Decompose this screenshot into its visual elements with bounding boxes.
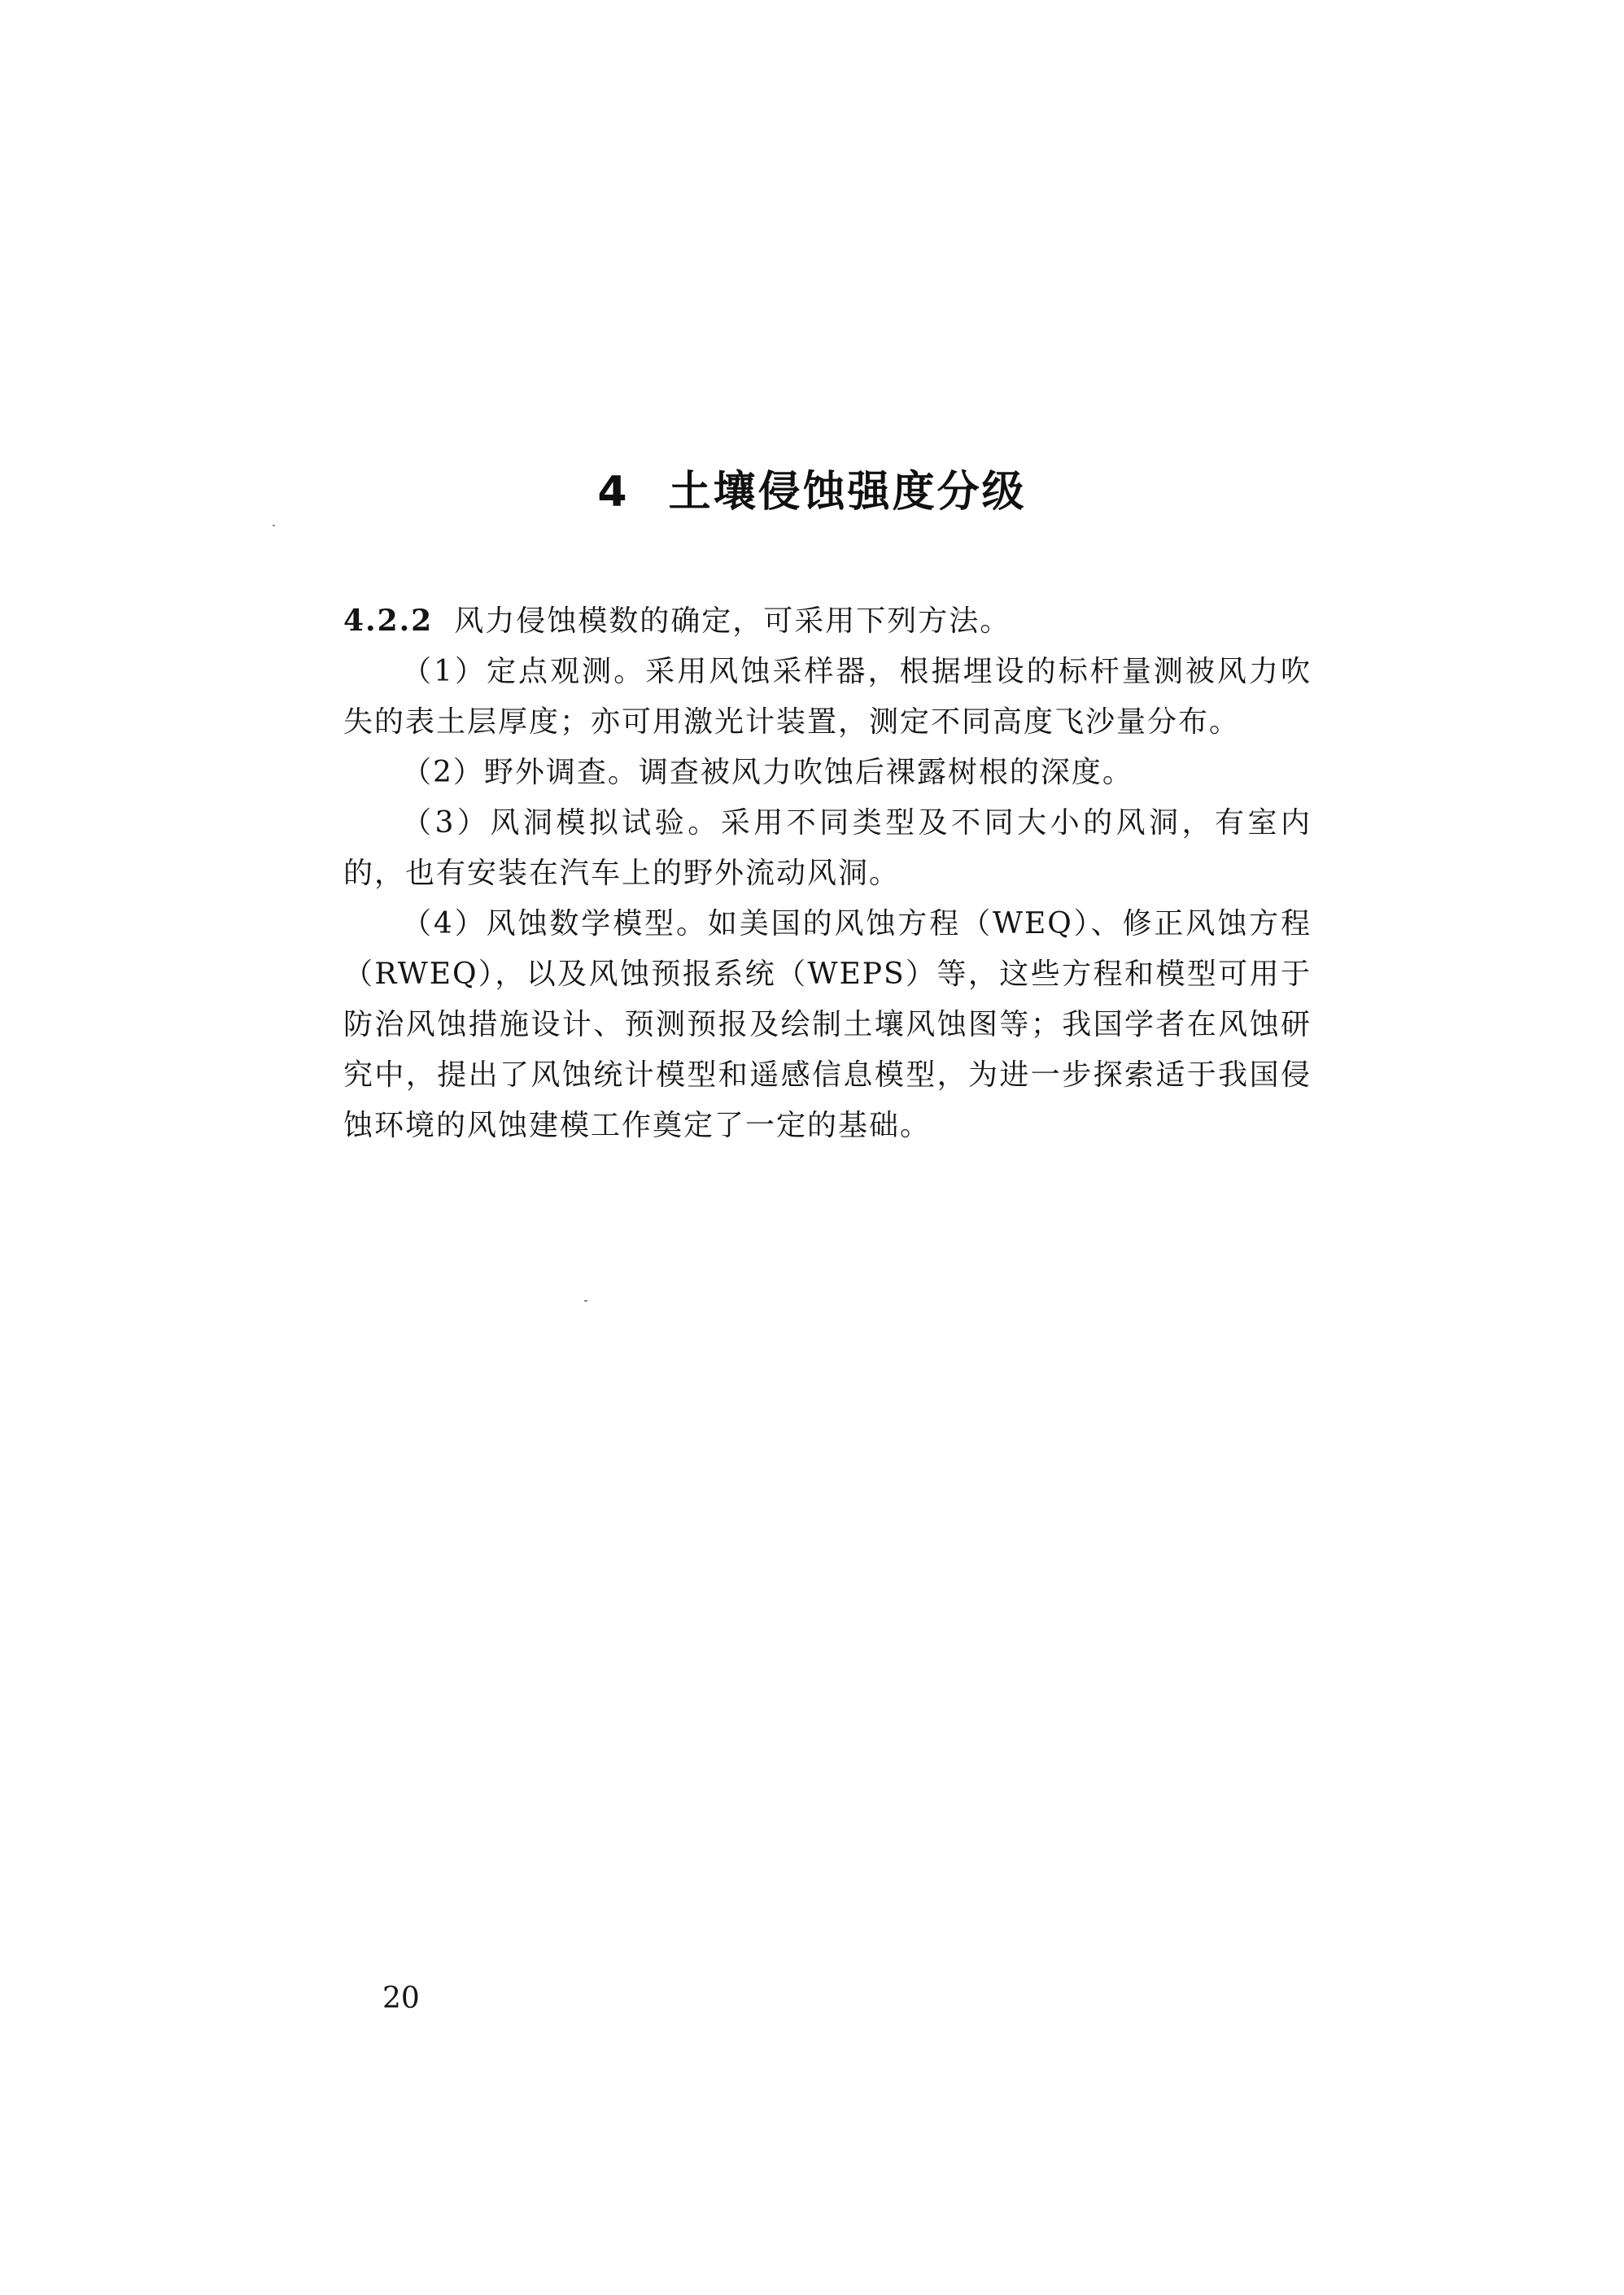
chapter-number: 4 (597, 468, 630, 517)
clause-paragraph (343, 596, 1312, 647)
page-number: 20 (382, 1982, 420, 2015)
clause-number: 4.2.2 (343, 604, 434, 638)
chapter-title: 土壤侵蚀强度分级 (668, 468, 1027, 517)
chapter-heading (0, 457, 1624, 518)
method-item-4: （4）风蚀数学模型。如美国的风蚀方程（WEQ）、修正风蚀方程（RWEQ），以及风蚀预报系统（WEPS）等，这些方程和模型可用于防治风蚀措施设计、预测预报及绘制土壤风蚀图等；我国学者在风蚀研究中，提出了风蚀统计模型和遥感信息模型，为进一步探索适于我国侵蚀环境的风蚀建模工作奠定了一定的基础。 (343, 907, 1312, 1142)
method-item-2: （2）野外调查。调查被风力吹蚀后裸露树根的深度。 (402, 756, 1133, 789)
method-item-1: （1）定点观测。采用风蚀采样器，根据埋设的标杆量测被风力吹失的表土层厚度；亦可用激光计装置，测定不同高度飞沙量分布。 (343, 655, 1312, 739)
body-text (343, 596, 1312, 1151)
clause-text: 风力侵蚀模数的确定，可采用下列方法。 (454, 604, 1011, 638)
scan-speck (273, 525, 275, 526)
scan-speck (584, 1300, 587, 1302)
method-item-3: （3）风洞模拟试验。采用不同类型及不同大小的风洞，有室内的，也有安装在汽车上的野外流动风洞。 (343, 806, 1312, 890)
